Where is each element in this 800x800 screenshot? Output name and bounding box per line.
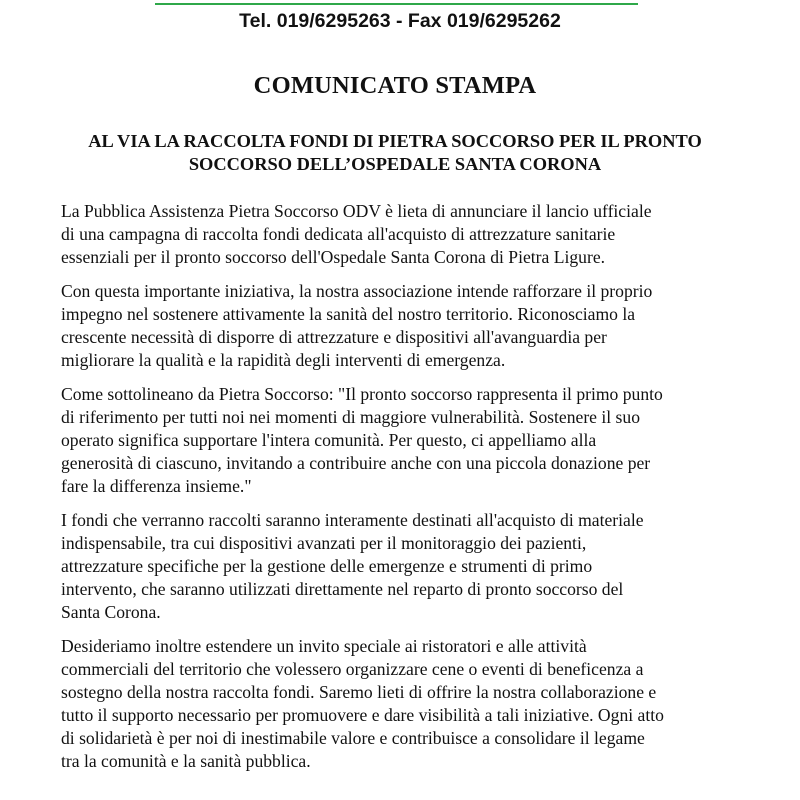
paragraph-line: attrezzature specifiche per la gestione delle emergenze e strumenti di primo — [61, 556, 593, 576]
paragraph-line: Desideriamo inoltre estendere un invito speciale ai ristoratori e alle attività — [61, 636, 587, 656]
contact-info: Tel. 019/6295263 - Fax 019/6295262 — [239, 10, 561, 32]
paragraph-initiative — [61, 280, 761, 372]
paragraph-line: fare la differenza insieme." — [61, 476, 252, 496]
paragraph-line: crescente necessità di disporre di attrezzature e dispositivi all'avanguardia per — [61, 327, 607, 347]
paragraph-line: impegno nel sostenere attivamente la sanità del nostro territorio. Riconosciamo la — [61, 304, 636, 324]
paragraph-line: migliorare la qualità e la rapidità degli interventi di emergenza. — [61, 350, 506, 370]
paragraph-line: di solidarietà è per noi di inestimabile valore e contribuisce a consolidare il legame — [61, 728, 645, 748]
paragraph-funds — [61, 509, 761, 624]
paragraph-line: La Pubblica Assistenza Pietra Soccorso ODV è lieta di annunciare il lancio ufficiale — [61, 201, 652, 221]
header-divider — [155, 3, 638, 5]
paragraph-announcement — [61, 200, 761, 269]
paragraph-line: commerciali del territorio che volessero organizzare cene o eventi di beneficenza a — [61, 659, 644, 679]
paragraph-line: I fondi che verranno raccolti saranno interamente destinati all'acquisto di materiale — [61, 510, 644, 530]
paragraph-line: Come sottolineano da Pietra Soccorso: "Il pronto soccorso rappresenta il primo punto — [61, 384, 663, 404]
paragraph-line: Con questa importante iniziativa, la nostra associazione intende rafforzare il proprio — [61, 281, 653, 301]
paragraph-line: intervento, che saranno utilizzati direttamente nel reparto di pronto soccorso del — [61, 579, 624, 599]
paragraph-line: tra la comunità e la sanità pubblica. — [61, 751, 311, 771]
paragraph-line: sostegno della nostra raccolta fondi. Saremo lieti di offrire la nostra collaborazione e — [61, 682, 657, 702]
paragraph-line: di riferimento per tutti noi nei momenti di maggiore vulnerabilità. Sostenere il suo — [61, 407, 640, 427]
paragraph-line: operato significa supportare l'intera comunità. Per questo, ci appelliamo alla — [61, 430, 597, 450]
paragraph-line: generosità di ciascuno, invitando a contribuire anche con una piccola donazione per — [61, 453, 651, 473]
document-subtitle — [20, 130, 770, 176]
subtitle-line: AL VIA LA RACCOLTA FONDI DI PIETRA SOCCORSO PER IL PRONTO — [88, 131, 702, 151]
paragraph-line: indispensabile, tra cui dispositivi avanzati per il monitoraggio dei pazienti, — [61, 533, 587, 553]
paragraph-line: di una campagna di raccolta fondi dedicata all'acquisto di attrezzature sanitarie — [61, 224, 616, 244]
paragraph-line: Santa Corona. — [61, 602, 161, 622]
paragraph-line: tutto il supporto necessario per promuovere e dare visibilità a tali iniziative. Ogni atto — [61, 705, 664, 725]
document-body — [61, 200, 761, 784]
document-heading: COMUNICATO STAMPA — [253, 72, 537, 99]
subtitle-line: SOCCORSO DELL’OSPEDALE SANTA CORONA — [188, 154, 602, 174]
paragraph-quote — [61, 383, 761, 498]
paragraph-line: essenziali per il pronto soccorso dell'Ospedale Santa Corona di Pietra Ligure. — [61, 247, 606, 267]
paragraph-invitation — [61, 635, 761, 773]
